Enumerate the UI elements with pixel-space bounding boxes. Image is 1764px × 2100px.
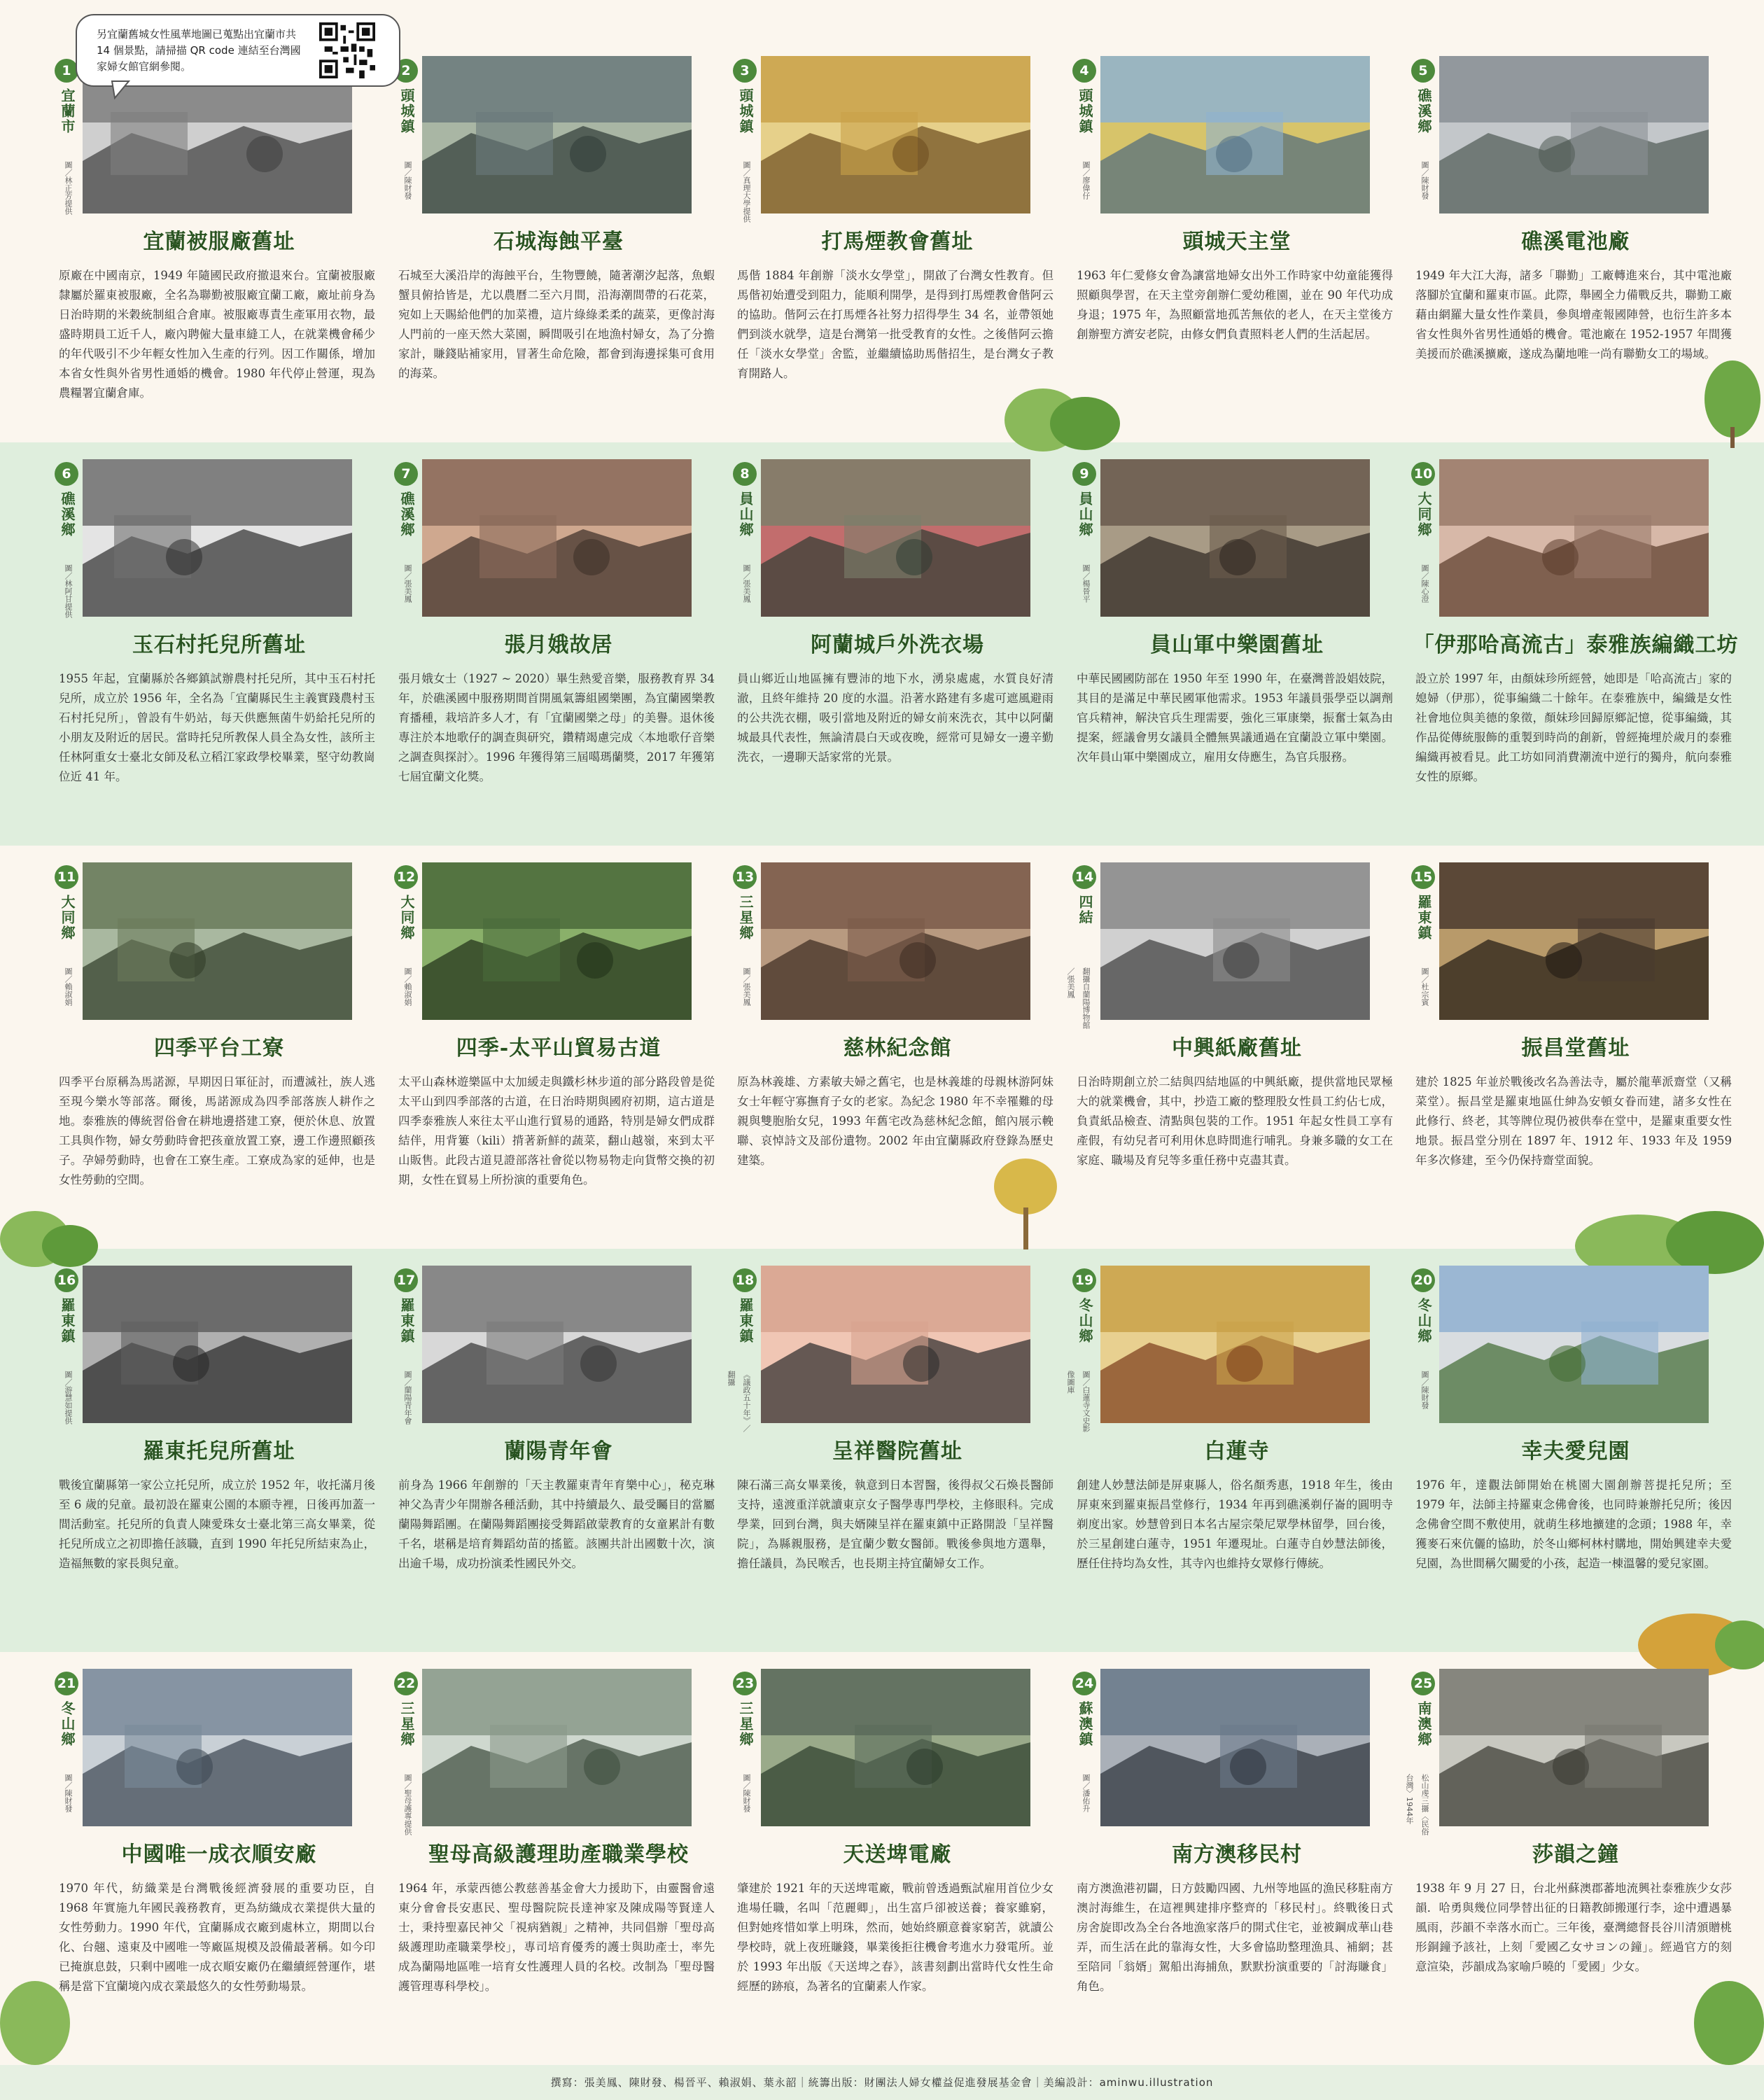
photo-credit: 翻攝自蘭陽博物館／張美鳳 bbox=[1066, 967, 1091, 1029]
site-title: 振昌堂舊址 bbox=[1521, 1036, 1630, 1060]
photo-credit: 圖／林正芳提供 bbox=[64, 161, 73, 215]
site-description: 中華民國國防部在 1950 年至 1990 年，在臺灣普設娼妓院，其目的是滿足中華民國軍他需求。1953 年議員張學亞以調劑官兵精神，解決官兵生理需要，強化三軍康樂，振奮士氣為由提案，經議會男女議員全體無異議通過在宜蘭設立軍中樂園。次年員山軍中樂園成立，雇用女侍應生，為官兵服務。 bbox=[1077, 672, 1393, 764]
site-title: 礁溪電池廠 bbox=[1521, 230, 1630, 254]
site-number-badge: 10 bbox=[1411, 462, 1435, 486]
photo-credit: 圖／真理大學提供 bbox=[742, 161, 751, 223]
township-label: 員山鄉 bbox=[737, 491, 754, 538]
photo-credit: 圖／林阿甘提供 bbox=[64, 564, 73, 618]
site-photo bbox=[761, 459, 1030, 617]
site-description: 1949 年大江大海，諸多「聯勤」工廠轉進來台，其中電池廠落腳於宜蘭和羅東市區。此際，舉國全力備戰反共，聯勤工廠藉由網羅大量女性作業員，參與增產報國陣營，也衍生許多本省女性與外省男性通婚的機會。電池廠在 1952-1957 年間獲美援而於礁溪擴廠，遂成為蘭地唯一尚有聯勤女工的場域。 bbox=[1415, 269, 1732, 360]
photo-credit: 圖／陳財發 bbox=[64, 1774, 73, 1812]
qr-note-bubble bbox=[76, 14, 400, 87]
site-card bbox=[55, 1266, 384, 1658]
site-photo bbox=[83, 1669, 352, 1826]
site-number-badge: 17 bbox=[394, 1268, 418, 1292]
site-card bbox=[733, 862, 1062, 1254]
site-photo bbox=[422, 862, 692, 1020]
site-card bbox=[55, 56, 384, 448]
site-description: 四季平台原稱為馬諾源，早期因日軍征討，而遭滅社，族人逃至現今樂水等部落。爾後，馬諾源成為四季部落族人耕作之地。泰雅族的傳統習俗會在耕地邊搭建工寮，便於休息、放置工具與作物，婦女勞動時會把孩童放置工寮，邊工作邊照顧孩子。孕婦勞動時，也會在工寮生產。工寮成為家的延伸，也是女性勞動的空間。 bbox=[59, 1075, 375, 1186]
photo-credit: 圖／廖偉仔 bbox=[1082, 161, 1091, 200]
site-card bbox=[55, 862, 384, 1254]
photo-credit: 圖／張美鳳 bbox=[742, 564, 751, 603]
site-number-badge: 23 bbox=[733, 1672, 757, 1695]
site-number-badge: 12 bbox=[394, 865, 418, 889]
site-number-badge: 25 bbox=[1411, 1672, 1435, 1695]
qr-code-icon[interactable] bbox=[319, 22, 375, 78]
site-card bbox=[394, 459, 723, 851]
site-description: 建於 1825 年並於戰後改名為善法寺，屬於龍華派齋堂（又稱菜堂）。振昌堂是羅東地區仕紳為安頓女眷而建，諸多女性在此修行、終老，其等牌位現仍被供奉在堂中，是羅東重要女性地景。振昌堂分別在 1897 年、1912 年、1933 年及 1959 年多次修建，至今仍保持齋堂面貌。 bbox=[1415, 1075, 1732, 1167]
township-label: 冬山鄉 bbox=[59, 1701, 76, 1747]
township-label: 頭城鎮 bbox=[1077, 88, 1093, 134]
site-card bbox=[1405, 1669, 1740, 2061]
site-number-badge: 20 bbox=[1411, 1268, 1435, 1292]
site-number-badge: 4 bbox=[1072, 59, 1096, 83]
photo-credit: 圖／杜宗賓 bbox=[1420, 967, 1429, 1006]
site-number-badge: 14 bbox=[1072, 865, 1096, 889]
site-number-badge: 11 bbox=[55, 865, 78, 889]
photo-credit: 圖／陳心澄 bbox=[1420, 564, 1429, 603]
site-photo bbox=[1100, 459, 1370, 617]
site-number-badge: 6 bbox=[55, 462, 78, 486]
photo-credit: 圖／聖母護專提供 bbox=[403, 1774, 412, 1835]
site-photo bbox=[1100, 1266, 1370, 1423]
site-number-badge: 7 bbox=[394, 462, 418, 486]
site-title: 員山軍中樂園舊址 bbox=[1150, 633, 1324, 657]
site-description: 南方澳漁港初闢，日方鼓勵四國、九州等地區的漁民移駐南方澳討海維生，在這裡興建排序整齊的「移民村」。終戰後日式房舍旋即改為全台各地漁家落戶的開式住宅，並被鋼成華山巷弄，而生活在此的靠海女性，大多會協助整理漁具、補網；甚至陪同「翁婿」駕船出海捕魚，默默扮演重要的「討海賺食」角色。 bbox=[1077, 1882, 1393, 1993]
township-label: 大同鄉 bbox=[1415, 491, 1432, 538]
site-card bbox=[394, 56, 723, 448]
township-label: 三星鄉 bbox=[398, 1701, 415, 1747]
township-label: 礁溪鄉 bbox=[1415, 88, 1432, 134]
site-photo bbox=[1439, 459, 1709, 617]
site-title: 呈祥醫院舊址 bbox=[832, 1439, 962, 1464]
site-title: 幸夫愛兒園 bbox=[1521, 1439, 1630, 1464]
site-card bbox=[1411, 56, 1740, 448]
site-title: 天送埤電廠 bbox=[843, 1842, 952, 1867]
site-description: 前身為 1966 年創辦的「天主教羅東青年育樂中心」，秘克琳神父為青少年開辦各種活動，其中持續最久、最受矚目的當屬蘭陽舞蹈團。在蘭陽舞蹈團接受舞蹈啟蒙教育的女童累計有數千名，堪稱是培育舞蹈幼苗的搖籃。該團共計出國數十次，演出逾千場，成功扮演柔性國民外交。 bbox=[398, 1478, 715, 1570]
site-title: 羅東托兒所舊址 bbox=[143, 1439, 295, 1464]
site-card bbox=[394, 1669, 723, 2061]
site-photo bbox=[1100, 56, 1370, 214]
site-number-badge: 18 bbox=[733, 1268, 757, 1292]
photo-credit: 圖／賴淑娟 bbox=[64, 967, 73, 1006]
site-card bbox=[727, 1266, 1062, 1658]
site-card bbox=[1411, 862, 1740, 1254]
photo-credit: 圖／賴淑娟 bbox=[403, 967, 412, 1006]
site-title: 白蓮寺 bbox=[1204, 1439, 1270, 1464]
photo-credit: 圖／陳財發 bbox=[403, 161, 412, 200]
township-label: 三星鄉 bbox=[737, 895, 754, 941]
site-photo bbox=[83, 459, 352, 617]
site-number-badge: 19 bbox=[1072, 1268, 1096, 1292]
photo-credit: 圖／陳財發 bbox=[1420, 1371, 1429, 1409]
township-label: 羅東鎮 bbox=[398, 1298, 415, 1344]
site-description: 馬偕 1884 年創辦「淡水女學堂」，開啟了台灣女性教育。但馬偕初始遭受到阻力，能順利開學，是得到打馬煙教會偕阿云的協助。偕阿云在打馬煙各社努力招得學生 34 名，並帶領她們到淡水就學，這是台灣第一批受教育的女性。之後偕阿云擔任「淡水女學堂」舍監，並繼續協助馬偕招生，是台灣女子教育開路人。 bbox=[737, 269, 1054, 380]
site-photo bbox=[422, 459, 692, 617]
site-photo bbox=[1439, 862, 1709, 1020]
site-number-badge: 9 bbox=[1072, 462, 1096, 486]
site-photo bbox=[761, 1669, 1030, 1826]
site-title: 四季-太平山貿易古道 bbox=[456, 1036, 662, 1060]
site-description: 1970 年代，紡織業是台灣戰後經濟發展的重要功臣，自 1968 年實施九年國民義務教育，更為紡織成衣業提供大量的女性勞動力。1990 年代，宜蘭縣成衣廠到處林立，期間以台化、台翹、遠東及中國唯一等廠區規模及設備最著稱。如今印已掩旗息鼓，只剩中國唯一成衣順安廠仍在繼續經營運作，堪稱是當下宜蘭境內成衣業最悠久的女性勞動場景。 bbox=[59, 1882, 375, 1993]
township-label: 三星鄉 bbox=[737, 1701, 754, 1747]
site-description: 創建人妙慧法師是屏東縣人，俗名顏秀惠，1918 年生，後由屏東來到羅東振昌堂修行，1934 年再到礁溪剃仔崙的圓明寺剃度出家。妙慧曾到日本名古屋宗榮尼眾學林留學，回台後，於三星創建白蓮寺，1951 年遷現址。白蓮寺自妙慧法師後，歷任住持均為女性，其寺內也維持女眾修行傳統。 bbox=[1077, 1478, 1393, 1570]
site-number-badge: 1 bbox=[55, 59, 78, 83]
photo-credit: 圖／陳財發 bbox=[742, 1774, 751, 1812]
photo-credit: 圖／張美鳳 bbox=[403, 564, 412, 603]
site-description: 設立於 1997 年，由顏妹珍所經營，她即是「哈高流古」家的媳婦（伊那），從事編織二十餘年。在泰雅族中，編織是女性社會地位與美德的象徵，顏妹珍回歸原鄉記憶，從事編織，其作品從傳統服飾的重製到時尚的創新，曾經掩埋於歲月的泰雅編織再被看見。此工坊如同消費潮流中逆行的獨舟，航向泰雅女性的原鄉。 bbox=[1415, 672, 1732, 783]
site-description: 1955 年起，宜蘭縣於各鄉鎮試辦農村托兒所，其中玉石村托兒所，成立於 1956 年，全名為「宜蘭縣民生主義實踐農村玉石村托兒所」，曾設有牛奶站，每天供應無菌牛奶給托兒所的小朋友及附近的居民。當時托兒所教保人員全為女性，該所主任林阿重女士臺北女師及私立稻江家政學校畢業，堅守幼教崗位近 41 年。 bbox=[59, 672, 375, 783]
township-label: 冬山鄉 bbox=[1415, 1298, 1432, 1344]
site-photo bbox=[1439, 1266, 1709, 1423]
qr-note-text: 另宜蘭舊城女性風華地圖已蒐點出宜蘭市共 14 個景點，請掃描 QR code 連結至台灣國家婦女館官網參閱。 bbox=[97, 28, 301, 73]
site-description: 1964 年，承蒙西德公教慈善基金會大力援助下，由靈醫會遠東分會會長安惠民、聖母醫院院長達神家及陳成陽等賢達人士，秉持聖嘉民神父「視病猶親」之精神，共同倡辦「聖母高級護理助產職業學校」，專司培育優秀的護士與助產士，率先成為蘭陽地區唯一培育女性護理人員的名校。改制為「聖母醫護管理專科學校」。 bbox=[398, 1882, 715, 1993]
site-description: 1976 年，達觀法師開始在桃園大園創辦菩提托兒所；至 1979 年，法師主持羅東念佛會後，也同時兼辦托兒所；後因念佛會空間不敷使用，就萌生移地擴建的念頭；1988 年，幸獲麥石來伉儷的協助，於冬山鄉柯林村購地，開始興建幸夫愛兒園，為世間稱欠關愛的小孩，起造一棟溫馨的愛兒家園。 bbox=[1415, 1478, 1732, 1570]
photo-credit: 松山虔三攝〈民俗台灣〉1944年 bbox=[1405, 1774, 1429, 1835]
site-card bbox=[394, 862, 723, 1254]
site-title: 張月娥故居 bbox=[504, 633, 613, 657]
site-title: 阿蘭城戶外洗衣場 bbox=[811, 633, 984, 657]
site-photo bbox=[761, 862, 1030, 1020]
photo-credit: 圖／楊晉平 bbox=[1082, 564, 1091, 603]
site-title: 中興紙廠舊址 bbox=[1172, 1036, 1302, 1060]
site-title: 「伊那哈高流古」泰雅族編織工坊 bbox=[1413, 633, 1739, 657]
site-description: 原為林義雄、方素敏夫婦之舊宅，也是林義雄的母親林游阿妹女士年輕守寡撫育子女的老家。為紀念 1980 年不幸罹難的母親與雙胞胎女兒，1993 年舊宅改為慈林紀念館，館內展示輓聯、哀悼詩文及部份遺物。2002 年由宜蘭縣政府登錄為歷史建築。 bbox=[737, 1075, 1054, 1167]
site-photo bbox=[422, 1266, 692, 1423]
site-number-badge: 3 bbox=[733, 59, 757, 83]
site-description: 日治時期創立於二結與四結地區的中興紙廠，提供當地民眾極大的就業機會，其中，抄造工廠的整理股女性員工約佔七成，負責紙品檢查、清點與包裝的工作。1951 年起女性員工享有產假，有幼兒者可利用休息時間進行哺乳。身兼多職的女工在家庭、職場及育兒等多重任務中克盡其責。 bbox=[1077, 1075, 1393, 1167]
township-label: 頭城鎮 bbox=[398, 88, 415, 134]
site-title: 蘭陽青年會 bbox=[504, 1439, 613, 1464]
site-description: 陳石滿三高女畢業後，執意到日本習醫，後得叔父石煥長醫師支持，遠渡重洋就讀東京女子醫學專門學校，主修眼科。完成學業，回到台灣，與夫婿陳呈祥在羅東鎮中正路開設「呈祥醫院」，為縣親服務，是宜蘭少數女醫師。戰後參與地方選舉，擔任議員，為民喉舌，也長期主持宜蘭婦女工作。 bbox=[737, 1478, 1054, 1570]
site-photo bbox=[1100, 862, 1370, 1020]
township-label: 四結 bbox=[1077, 895, 1093, 925]
township-label: 冬山鄉 bbox=[1077, 1298, 1093, 1344]
site-photo bbox=[1439, 1669, 1709, 1826]
township-label: 羅東鎮 bbox=[737, 1298, 754, 1344]
site-photo bbox=[83, 862, 352, 1020]
photo-credit: 圖／蘭陽青年會 bbox=[403, 1371, 412, 1424]
photo-credit: 圖／白蓮寺文史影像圖庫 bbox=[1066, 1371, 1091, 1432]
site-number-badge: 8 bbox=[733, 462, 757, 486]
site-title: 南方澳移民村 bbox=[1172, 1842, 1302, 1867]
township-label: 頭城鎮 bbox=[737, 88, 754, 134]
site-card bbox=[733, 56, 1062, 448]
site-card bbox=[1072, 1669, 1401, 2061]
site-photo bbox=[1439, 56, 1709, 214]
photo-credit: 圖／潘佑升 bbox=[1082, 1774, 1091, 1812]
photo-credit: 圖／張美鳳 bbox=[742, 967, 751, 1006]
site-title: 頭城天主堂 bbox=[1182, 230, 1292, 254]
site-number-badge: 21 bbox=[55, 1672, 78, 1695]
site-description: 1938 年 9 月 27 日，台北州蘇澳郡蕃地流興社泰雅族少女莎韻．哈勇與幾位同學替出征的日籍教師搬運行李，途中遭遇暴風雨，莎韻不幸落水而亡。三年後，臺灣總督長谷川清頒贈桃形銅鐘予該社，上刻「愛國乙女サヨンの鐘」。經過官方的刻意渲染，莎韻成為家喻戶曉的「愛國」少女。 bbox=[1415, 1882, 1732, 1973]
township-label: 羅東鎮 bbox=[59, 1298, 76, 1344]
site-number-badge: 15 bbox=[1411, 865, 1435, 889]
credits-footer: 撰寫：張美鳳、陳財發、楊晉平、賴淑娟、葉永韶｜統籌出版：財團法人婦女權益促進發展基金會｜美編設計：aminwu.illustration bbox=[0, 2065, 1764, 2100]
site-number-badge: 16 bbox=[55, 1268, 78, 1292]
site-card bbox=[1072, 459, 1401, 851]
site-card bbox=[55, 459, 384, 851]
site-card bbox=[55, 1669, 384, 2061]
township-label: 大同鄉 bbox=[59, 895, 76, 941]
site-description: 員山鄉近山地區擁有豐沛的地下水，湧泉處處，水質良好清澈，且終年維持 20 度的水溫。沿著水路建有多處可遮風避雨的公共洗衣棚，吸引當地及附近的婦女前來洗衣，其中以阿蘭城最具代表性，無論清晨白天或夜晚，經常可見婦女一邊辛勤洗衣，一邊聊天話家常的光景。 bbox=[737, 672, 1054, 764]
bubble-tail-icon bbox=[112, 81, 129, 98]
township-label: 南澳鄉 bbox=[1415, 1701, 1432, 1747]
site-card bbox=[1066, 862, 1401, 1254]
site-title: 聖母高級護理助產職業學校 bbox=[428, 1842, 689, 1867]
site-number-badge: 2 bbox=[394, 59, 418, 83]
site-description: 肇建於 1921 年的天送埤電廠，戰前曾透過甄試雇用首位少女進場任職，名叫「范麗卿」，出生富戶卻被送養；養家雖窮，但對她疼惜如掌上明珠，然而，她始終願意養家窮苦，就讀公學校時，就上夜班賺錢，畢業後拒往機會考進水力發電所。並於 1993 年出版《天送埤之春》，該書刻劃出當時代女性生命經歷的跡痕，為著名的宜蘭素人作家。 bbox=[737, 1882, 1054, 1993]
photo-credit: 圖／游慧如提供 bbox=[64, 1371, 73, 1424]
photo-credit: 《議政五十年》／翻攝 bbox=[727, 1371, 751, 1432]
site-photo bbox=[1100, 1669, 1370, 1826]
site-description: 石城至大溪沿岸的海蝕平台，生物豐饒，隨著潮汐起落，魚蝦蟹貝俯拾皆是，尤以農曆二至六月間，沿海潮間帶的石花菜，宛如上天賜給他們的加菜禮，這片綠綠柔柔的蔬菜，更像討海人門前的一座天然大菜園，瞬間吸引在地漁村婦女，為了分擔家計，賺錢貼補家用，冒著生命危險，都會到海邊採集可食用的海菜。 bbox=[398, 269, 715, 380]
site-card bbox=[1411, 1266, 1740, 1658]
site-card bbox=[1072, 56, 1401, 448]
site-card bbox=[394, 1266, 723, 1658]
photo-credit: 圖／陳財發 bbox=[1420, 161, 1429, 200]
site-description: 戰後宜蘭縣第一家公立托兒所，成立於 1952 年，收托滿月後至 6 歲的兒童。最初設在羅東公園的本願寺裡，日後再加蓋一間活動室。托兒所的負責人陳愛珠女士臺北第三高女畢業，從托兒所成立之初即擔任該職，直到 1990 年托兒所結束為止，造福無數的家長與兒童。 bbox=[59, 1478, 375, 1570]
site-number-badge: 22 bbox=[394, 1672, 418, 1695]
township-label: 員山鄉 bbox=[1077, 491, 1093, 538]
township-label: 羅東鎮 bbox=[1415, 895, 1432, 941]
site-title: 莎韻之鐘 bbox=[1532, 1842, 1619, 1867]
township-label: 宜蘭市 bbox=[59, 88, 76, 134]
site-title: 宜蘭被服廠舊址 bbox=[143, 230, 295, 254]
site-title: 四季平台工寮 bbox=[154, 1036, 284, 1060]
site-description: 張月娥女士（1927 ~ 2020）畢生熱愛音樂，服務教育界 34 年，於礁溪國中服務期間首開風氣籌組國樂團，為宜蘭國樂教育播種，栽培許多人才，有「宜蘭國樂之母」的美譽。退休後專注於本地歌仔的調查與研究，鑽精竭慮完成〈本地歌仔音樂之調查與探討〉。1996 年獲得第三屆噶瑪蘭獎，2017 年獲第七屆宜蘭文化獎。 bbox=[398, 672, 715, 783]
site-number-badge: 13 bbox=[733, 865, 757, 889]
site-title: 玉石村托兒所舊址 bbox=[132, 633, 306, 657]
site-card bbox=[1066, 1266, 1401, 1658]
site-description: 太平山森林遊樂區中太加緩走與鐵杉林步道的部分路段曾是從太平山到四季部落的古道，在日治時期與國府初期，這古道是四季泰雅族人來往太平山進行貿易的通路，特別是婦女們成群結伴，用背簍（kili）揹著新鮮的蔬菜，翻山越嶺，來到太平山販售。此段古道見證部落社會從以物易物走向貨幣交換的初期，女性在貿易上所扮演的重要角色。 bbox=[398, 1075, 715, 1186]
site-photo bbox=[422, 1669, 692, 1826]
site-title: 慈林紀念館 bbox=[843, 1036, 952, 1060]
site-description: 原廠在中國南京，1949 年隨國民政府撤退來台。宜蘭被服廠隸屬於羅東被服廠，全名為聯勤被服廠宜蘭工廠，廠址前身為日治時期的米穀統制組合倉庫。被服廠專責生產軍用衣物，最盛時期員工近千人，廠內聘僱大量車縫工人，在就業機會稀少的年代吸引不少年輕女性加入生產的行列。因工作關係，增加本省女性與外省男性通婚的機會。1980 年代停止營運，現為農糧署宜蘭倉庫。 bbox=[59, 269, 375, 400]
site-card bbox=[1411, 459, 1740, 851]
site-card bbox=[733, 459, 1062, 851]
township-label: 大同鄉 bbox=[398, 895, 415, 941]
site-title: 中國唯一成衣順安廠 bbox=[121, 1842, 317, 1867]
site-title: 打馬煙教會舊址 bbox=[821, 230, 974, 254]
site-number-badge: 5 bbox=[1411, 59, 1435, 83]
site-description: 1963 年仁愛修女會為讓當地婦女出外工作時家中幼童能獲得照顧與學習，在天主堂旁創辦仁愛幼稚園，並在 90 年代功成身退；1975 年，為照顧當地孤苦無依的老人，在天主堂後方創辦聖方濟安老院，由修女們負責照料老人們的生活起居。 bbox=[1077, 269, 1393, 341]
site-photo bbox=[761, 56, 1030, 214]
township-label: 礁溪鄉 bbox=[59, 491, 76, 538]
site-photo bbox=[422, 56, 692, 214]
site-photo bbox=[83, 1266, 352, 1423]
site-title: 石城海蝕平臺 bbox=[493, 230, 624, 254]
township-label: 蘇澳鎮 bbox=[1077, 1701, 1093, 1747]
site-number-badge: 24 bbox=[1072, 1672, 1096, 1695]
township-label: 礁溪鄉 bbox=[398, 491, 415, 538]
site-photo bbox=[761, 1266, 1030, 1423]
site-card bbox=[733, 1669, 1062, 2061]
